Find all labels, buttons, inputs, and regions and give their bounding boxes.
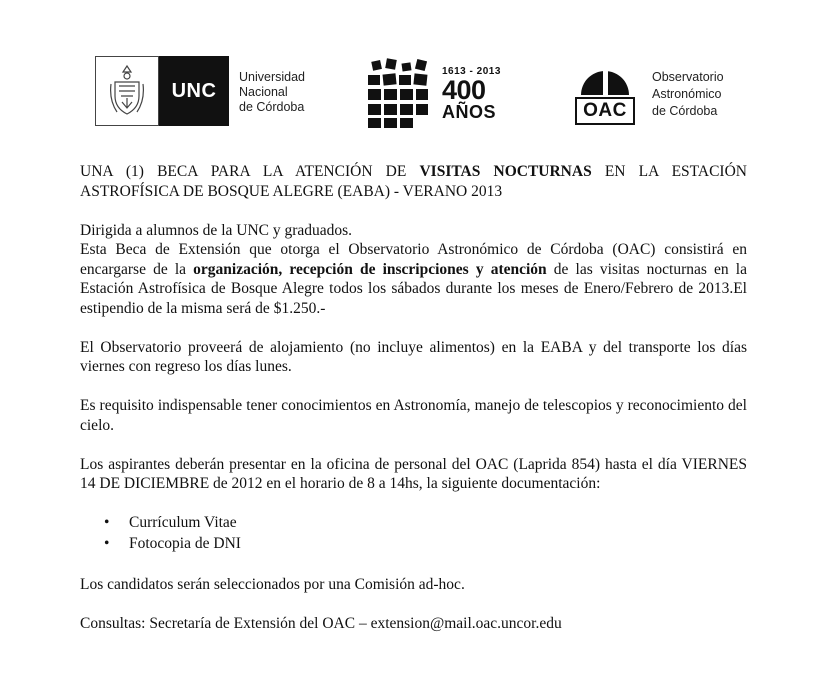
- observatory-dome-icon: [575, 59, 635, 97]
- mosaic-icon: [366, 57, 432, 129]
- description-end: de las visitas nocturnas en la Estación Astrofísica de Bosque Alegre todos los sábados durante los meses de Enero/Febrero de 2013.El estipendio de la misma será de $1.250.-: [80, 260, 747, 317]
- unc-seal-icon: [95, 56, 159, 126]
- bullet-icon: •: [104, 535, 110, 552]
- list-item-label: Currículum Vitae: [129, 514, 237, 531]
- oac-box: OAC: [575, 97, 635, 125]
- unc-name-line: Nacional: [239, 84, 288, 99]
- title-post: EN LA ESTACIÓN: [591, 163, 747, 180]
- unc-name-line: de Córdoba: [239, 99, 305, 114]
- scholarship-description: [80, 240, 747, 318]
- unc-logo: [95, 56, 305, 128]
- anniversary-number: 400: [442, 74, 486, 105]
- oac-name: [652, 69, 724, 120]
- title-line-2: ASTROFÍSICA DE BOSQUE ALEGRE (EABA) - VERANO 2013: [80, 182, 503, 200]
- title-bold: VISITAS NOCTURNAS: [419, 163, 592, 180]
- oac-mark: [574, 59, 636, 129]
- anniversary-text: [442, 66, 501, 121]
- title-line-1: [80, 162, 747, 182]
- oac-name-line: Astronómico: [652, 86, 722, 101]
- selection-paragraph: Los candidatos serán seleccionados por una Comisión ad-hoc.: [80, 575, 465, 593]
- contact-line: Consultas: Secretaría de Extensión del OAC – extension@mail.oac.uncor.edu: [80, 614, 562, 632]
- unc-box: UNC: [159, 56, 229, 126]
- anniversary-word: AÑOS: [442, 101, 497, 122]
- list-item: [80, 513, 747, 534]
- oac-logo: [574, 58, 724, 130]
- document-body: [80, 162, 747, 633]
- list-item-label: Fotocopia de DNI: [129, 535, 241, 552]
- requirement-paragraph: Es requisito indispensable tener conocimientos en Astronomía, manejo de telescopios y reconocimiento del cielo.: [80, 397, 747, 434]
- audience-line: Dirigida a alumnos de la UNC y graduados.: [80, 221, 353, 239]
- oac-name-line: Observatorio: [652, 69, 724, 84]
- oac-name-line: de Córdoba: [652, 103, 718, 118]
- unc-name: [239, 56, 305, 128]
- lodging-paragraph: El Observatorio proveerá de alojamiento (no incluye alimentos) en la EABA y del transporte los días viernes con regreso los días lunes.: [80, 338, 747, 375]
- title-pre: UNA (1) BECA PARA LA ATENCIÓN DE: [80, 163, 420, 180]
- unc-name-line: Universidad: [239, 69, 306, 84]
- bullet-icon: •: [104, 514, 110, 531]
- description-bold: organización, recepción de inscripciones y atención: [193, 260, 547, 278]
- application-paragraph: Los aspirantes deberán presentar en la oficina de personal del OAC (Laprida 854) hasta el día VIERNES 14 DE DICIEMBRE de 2012 en el horario de 8 a 14hs, la siguiente documentación:: [80, 455, 747, 492]
- documents-list: [80, 513, 747, 555]
- description-start: Esta Beca de Extensión que otorga el Observatorio Astronómico de Córdoba (OAC) consistirá en encargarse de la: [80, 241, 747, 278]
- anniversary-years: 1613 - 2013: [442, 65, 501, 77]
- list-item: [80, 534, 747, 555]
- anniversary-logo: [366, 56, 501, 130]
